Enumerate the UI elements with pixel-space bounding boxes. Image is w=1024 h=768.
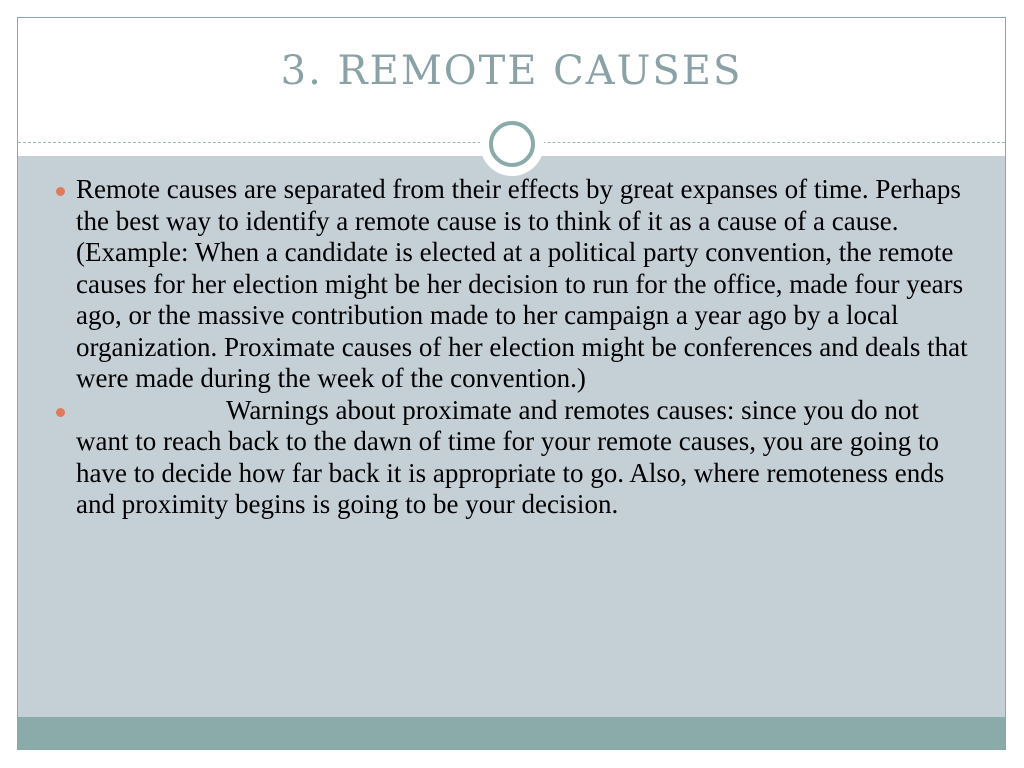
bullet-text: Remote causes are separated from their effects by great expanses of time. Perhaps the best way to identify a remote cause is to think of it as a cause of a cause. (Example: When a candidate is elected at a political party convention, the remote causes for her election might be her decision to run for the office, made four years ago, or the massive contribution made to her campaign a year ago by a local organization. Proximate causes of her election might be conferences and deals that were made during the week of the convention.) xyxy=(76,174,968,393)
slide-title: 3. REMOTE CAUSES xyxy=(280,48,743,94)
bullet-dot-icon xyxy=(56,408,65,417)
bullet-text xyxy=(76,395,974,521)
bullet-item xyxy=(56,174,974,395)
bullet-item xyxy=(56,395,974,521)
slide xyxy=(17,17,1006,750)
bullet-list xyxy=(56,174,974,521)
bullet-dot-icon xyxy=(56,187,65,196)
bullet-text-body: Warnings about proximate and remotes causes: since you do not want to reach back to the dawn of time for your remote causes, you are going to have to decide how far back it is appropriate to go. Also, where remoteness ends and proximity begins is going to be your decision. xyxy=(76,394,945,519)
footer-bar xyxy=(18,717,1005,750)
ring-icon xyxy=(480,112,544,176)
